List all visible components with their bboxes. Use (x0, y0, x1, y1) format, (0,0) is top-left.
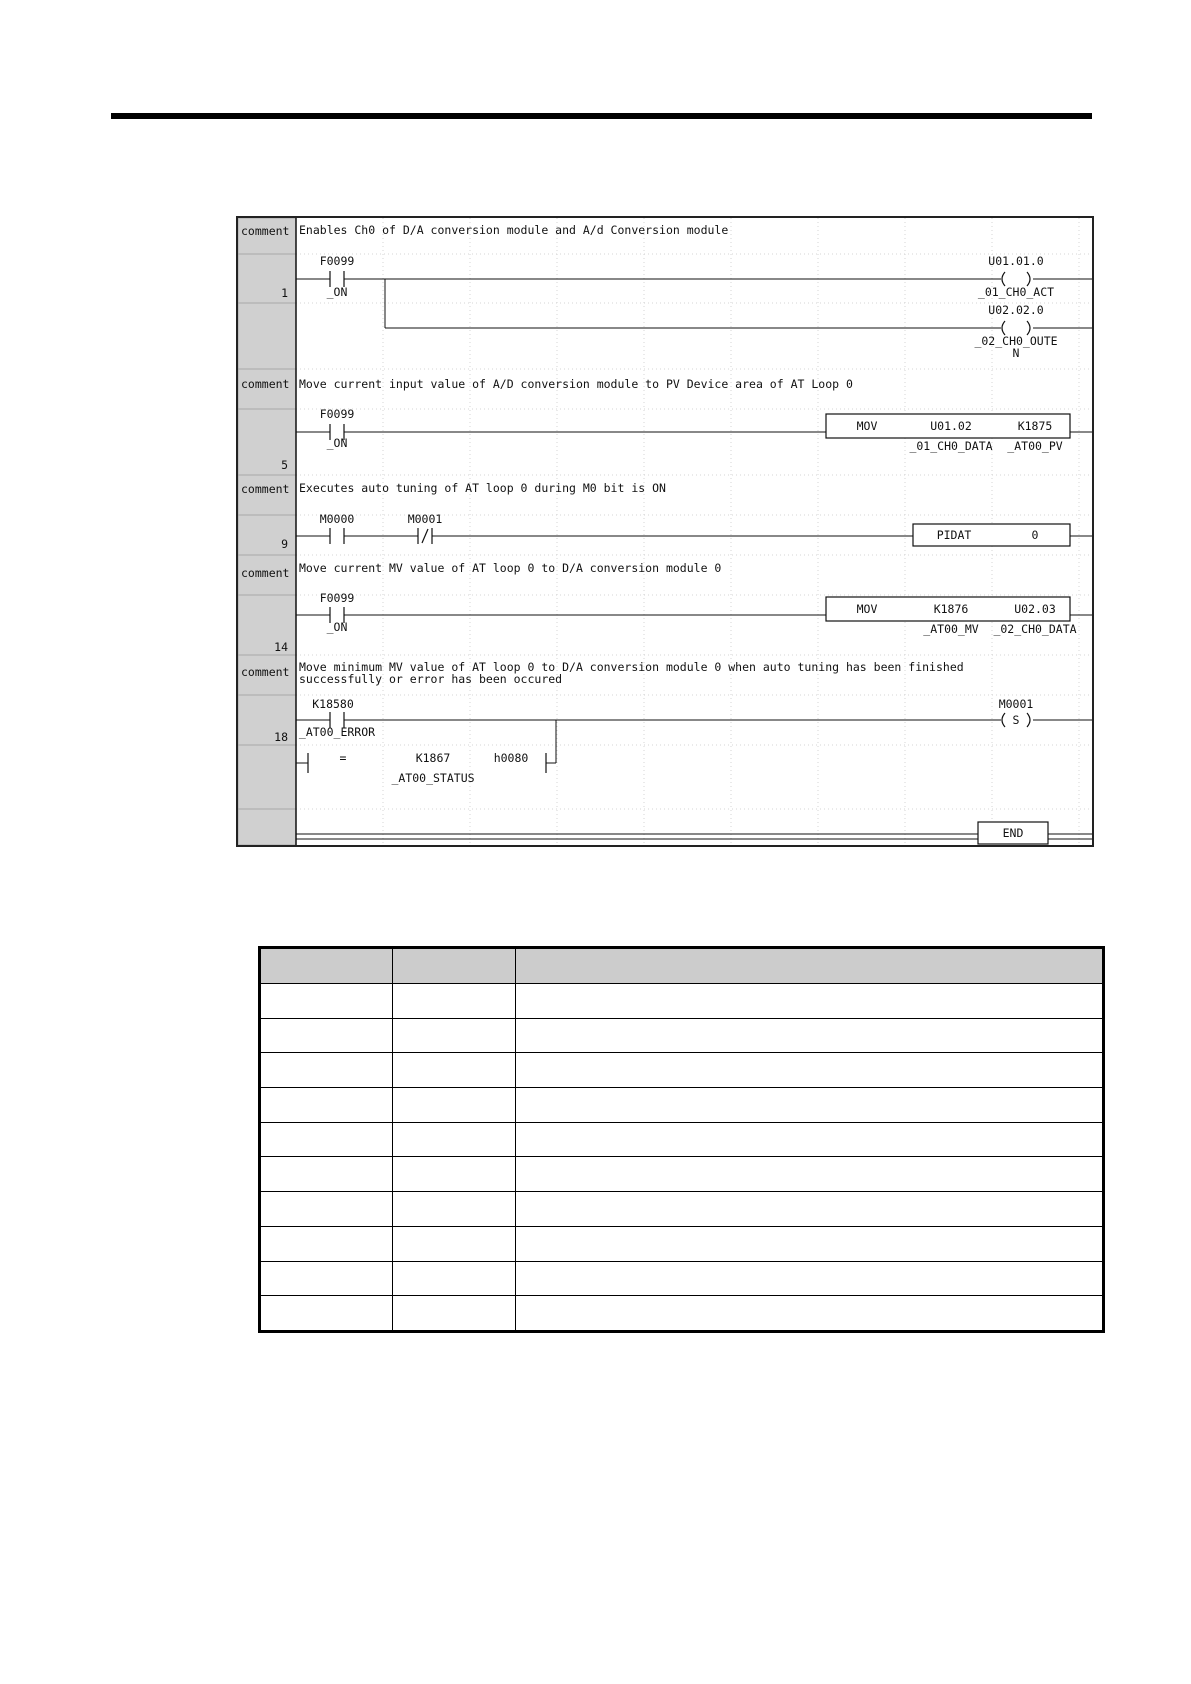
contact-name: _ON (326, 285, 348, 299)
ladder-canvas (238, 218, 1092, 845)
table-cell (260, 1088, 393, 1123)
ladder-diagram (236, 216, 1094, 847)
instruction-name: MOV (856, 602, 878, 616)
rung-comment: Move minimum MV value of AT loop 0 to D/A conversion module 0 when auto tuning has been finished (299, 660, 964, 674)
table-cell (516, 1018, 1104, 1053)
rung-1 (296, 254, 1092, 360)
table-cell (260, 1053, 393, 1088)
table-cell (393, 1088, 516, 1123)
comment-label: comment (241, 665, 290, 679)
table-cell (393, 1053, 516, 1088)
table-header-cell (393, 948, 516, 984)
coil-name: N (1012, 346, 1020, 360)
table-cell (516, 1296, 1104, 1332)
table-cell (260, 1296, 393, 1332)
header-rule (111, 113, 1092, 119)
operand: K1876 (933, 602, 969, 616)
no-contact (330, 528, 344, 544)
table-row (260, 984, 1104, 1019)
rung-14 (296, 591, 1092, 636)
table-body (260, 984, 1104, 1332)
instruction-name: MOV (856, 419, 878, 433)
operand: K1875 (1017, 419, 1053, 433)
comment-label: comment (241, 566, 290, 580)
rung-end (296, 822, 1092, 844)
operand-name: _02_CH0_DATA (993, 622, 1077, 636)
contact-address: F0099 (319, 591, 355, 605)
table-header-cell (260, 948, 393, 984)
coil-address: M0001 (998, 697, 1034, 711)
set-coil-icon (1002, 713, 1005, 727)
table-cell (516, 1261, 1104, 1296)
table-cell (393, 1157, 516, 1192)
table-cell (260, 1261, 393, 1296)
table-header-cell (516, 948, 1104, 984)
rung-5 (296, 407, 1092, 453)
coil-address: U02.02.0 (988, 303, 1044, 317)
table-row (260, 1157, 1104, 1192)
rung-comment: successfully or error has been occured (299, 672, 563, 686)
table-row (260, 1053, 1104, 1088)
operand-name: _AT00_PV (1007, 439, 1063, 453)
rung-comment: Move current input value of A/D conversion module to PV Device area of AT Loop 0 (299, 377, 853, 391)
table-cell (260, 1192, 393, 1227)
table-cell (393, 1122, 516, 1157)
contact-address: F0099 (319, 254, 355, 268)
table-cell (393, 1296, 516, 1332)
table-cell (393, 1261, 516, 1296)
step-cell (238, 303, 296, 369)
table-header-row (260, 948, 1104, 984)
variable-table (258, 946, 1105, 1333)
table-cell (260, 1157, 393, 1192)
contact-address: K18580 (312, 697, 354, 711)
contact-address: F0099 (319, 407, 355, 421)
coil-name: _01_CH0_ACT (977, 285, 1055, 299)
step-number: 1 (281, 286, 288, 300)
comment-label: comment (241, 377, 290, 391)
operand-name: _AT00_STATUS (391, 771, 475, 785)
step-number: 9 (281, 537, 288, 551)
operand-name: _01_CH0_DATA (909, 439, 993, 453)
coil-icon (1002, 272, 1005, 286)
rung-9 (296, 512, 1092, 546)
comment-label: comment (241, 482, 290, 496)
step-cell (238, 745, 296, 809)
table-row (260, 1226, 1104, 1261)
table-cell (393, 1226, 516, 1261)
coil-address: U01.01.0 (988, 254, 1044, 268)
step-number: 5 (281, 458, 288, 472)
rung-comment: Move current MV value of AT loop 0 to D/A conversion module 0 (299, 561, 722, 575)
coil-name: _02_CH0_OUTE (974, 334, 1058, 348)
table-cell (516, 984, 1104, 1019)
table-row (260, 1088, 1104, 1123)
step-number: 14 (274, 640, 288, 654)
table-row (260, 1122, 1104, 1157)
table-row (260, 1261, 1104, 1296)
rung-comment: Enables Ch0 of D/A conversion module and A/d Conversion module (299, 223, 729, 237)
compare-operator: = (339, 751, 347, 765)
table-cell (260, 984, 393, 1019)
operand: K1867 (415, 751, 451, 765)
contact-address: M0001 (407, 512, 443, 526)
table-cell (393, 984, 516, 1019)
table-cell (516, 1088, 1104, 1123)
table-cell (516, 1157, 1104, 1192)
contact-name: _ON (326, 436, 348, 450)
table-cell (516, 1192, 1104, 1227)
table-cell (260, 1122, 393, 1157)
table-cell (516, 1122, 1104, 1157)
coil-icon (1002, 321, 1005, 335)
coil-symbol: S (1012, 713, 1020, 727)
table-row (260, 1296, 1104, 1332)
contact-address: M0000 (319, 512, 355, 526)
step-cell (238, 809, 296, 845)
table-cell (260, 1226, 393, 1261)
instruction-name: PIDAT (936, 528, 972, 542)
table-cell (393, 1192, 516, 1227)
contact-name: _AT00_ERROR (298, 725, 376, 739)
operand: U01.02 (930, 419, 972, 433)
step-number: 18 (274, 730, 288, 744)
nc-contact (418, 528, 432, 544)
operand: 0 (1031, 528, 1039, 542)
contact-name: _ON (326, 620, 348, 634)
rung-18 (296, 697, 1092, 785)
rung-comment: Executes auto tuning of AT loop 0 during M0 bit is ON (299, 481, 666, 495)
operand: U02.03 (1014, 602, 1056, 616)
end-label: END (1002, 826, 1024, 840)
table-cell (260, 1018, 393, 1053)
comment-label: comment (241, 224, 290, 238)
table-row (260, 1018, 1104, 1053)
operand: h0080 (493, 751, 529, 765)
table-cell (393, 1018, 516, 1053)
operand-name: _AT00_MV (923, 622, 979, 636)
table-cell (516, 1226, 1104, 1261)
table-row (260, 1192, 1104, 1227)
table-cell (516, 1053, 1104, 1088)
